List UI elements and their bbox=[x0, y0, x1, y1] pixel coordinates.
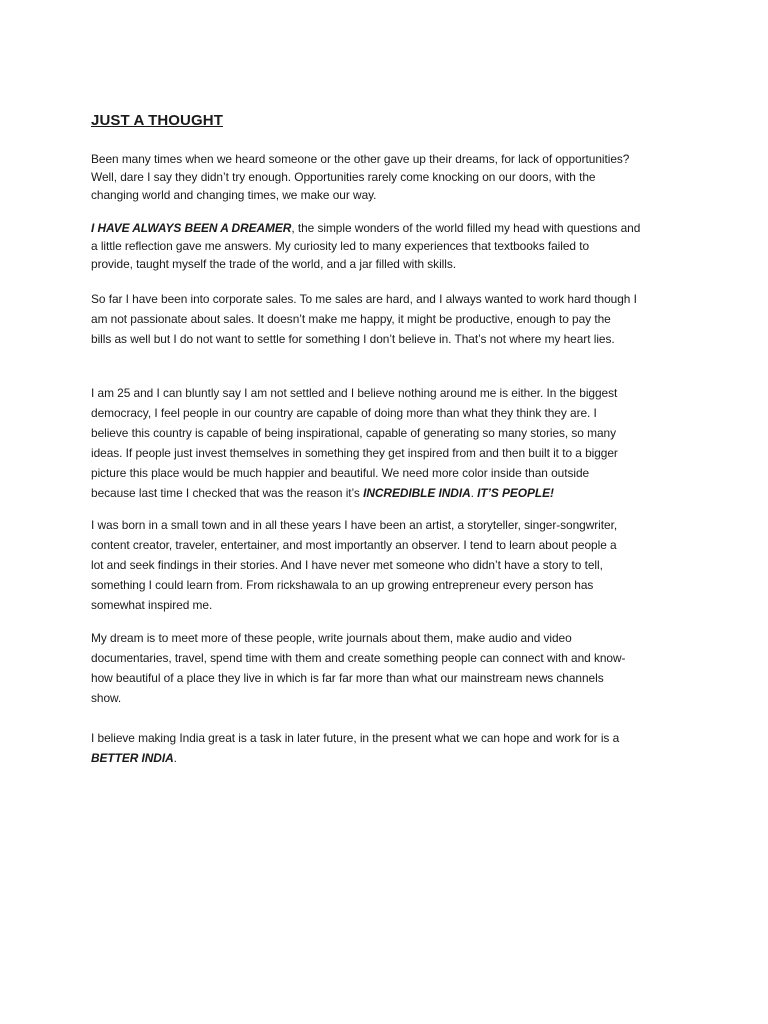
text-fragment: . bbox=[173, 751, 177, 765]
text-line: am not passionate about sales. It doesn’t make me happy, it might be productive, enough to pay the bbox=[91, 312, 611, 326]
text-line: My dream is to meet more of these people, write journals about them, make audio and video bbox=[91, 631, 572, 645]
text-line: democracy, I feel people in our country are capable of doing more than what they think they are. I bbox=[91, 406, 597, 420]
paragraph-corporate-sales bbox=[91, 289, 637, 349]
text-line: how beautiful of a place they live in which is far far more than what our mainstream news channels bbox=[91, 671, 604, 685]
text-line bbox=[91, 483, 618, 503]
text-line: believe this country is capable of being inspirational, capable of generating so many stories, so many bbox=[91, 426, 616, 440]
text-line: a little reflection gave me answers. My curiosity led to many experiences that textbooks failed to bbox=[91, 239, 590, 253]
text-fragment: , the simple wonders of the world filled my head with questions and bbox=[291, 221, 641, 235]
text-line: show. bbox=[91, 691, 122, 705]
text-line: Well, dare I say they didn’t try enough. Opportunities rarely come knocking on our doors, with the bbox=[91, 170, 596, 184]
text-line: Been many times when we heard someone or the other gave up their dreams, for lack of opportunities? bbox=[91, 152, 630, 166]
text-line: I am 25 and I can bluntly say I am not settled and I believe nothing around me is either. In the biggest bbox=[91, 386, 618, 400]
paragraph-my-dream bbox=[91, 628, 625, 708]
document-title: JUST A THOUGHT bbox=[91, 112, 223, 129]
paragraph-dreamer bbox=[91, 219, 640, 273]
text-line: something I could learn from. From rickshawala to an up growing entrepreneur every person has bbox=[91, 578, 594, 592]
text-line: So far I have been into corporate sales. To me sales are hard, and I always wanted to work hard though I bbox=[91, 292, 637, 306]
text-line: picture this place would be much happier and beautiful. We need more color inside than outside bbox=[91, 466, 590, 480]
text-line: lot and seek findings in their stories. And I have never met someone who didn’t have a story to tell, bbox=[91, 558, 603, 572]
text-line bbox=[91, 748, 619, 768]
paragraph-opportunities bbox=[91, 150, 629, 204]
text-fragment: . bbox=[470, 486, 478, 500]
text-line: I believe making India great is a task in later future, in the present what we can hope and work for is a bbox=[91, 731, 620, 745]
text-line bbox=[91, 219, 640, 237]
paragraph-better-india bbox=[91, 728, 619, 768]
text-line: I was born in a small town and in all these years I have been an artist, a storyteller, singer-songwriter, bbox=[91, 518, 618, 532]
paragraph-incredible-india bbox=[91, 383, 618, 503]
text-line: content creator, traveler, entertainer, and most importantly an observer. I tend to learn about people a bbox=[91, 538, 617, 552]
its-people-emphasis: IT’S PEOPLE! bbox=[477, 486, 554, 500]
dreamer-emphasis: I HAVE ALWAYS BEEN A DREAMER bbox=[91, 221, 292, 235]
text-line: changing world and changing times, we make our way. bbox=[91, 188, 377, 202]
paragraph-born-small-town bbox=[91, 515, 617, 615]
incredible-india-emphasis: INCREDIBLE INDIA bbox=[363, 486, 471, 500]
text-line: documentaries, travel, spend time with them and create something people can connect with and know- bbox=[91, 651, 626, 665]
text-line: bills as well but I do not want to settle for something I don’t believe in. That’s not where my heart lies. bbox=[91, 332, 615, 346]
text-line: provide, taught myself the trade of the world, and a jar filled with skills. bbox=[91, 257, 456, 271]
text-line: ideas. If people just invest themselves in something they get inspired from and then built it to a bigger bbox=[91, 446, 618, 460]
text-fragment: because last time I checked that was the reason it’s bbox=[91, 486, 364, 500]
better-india-emphasis: BETTER INDIA bbox=[91, 751, 174, 765]
text-line: somewhat inspired me. bbox=[91, 598, 213, 612]
